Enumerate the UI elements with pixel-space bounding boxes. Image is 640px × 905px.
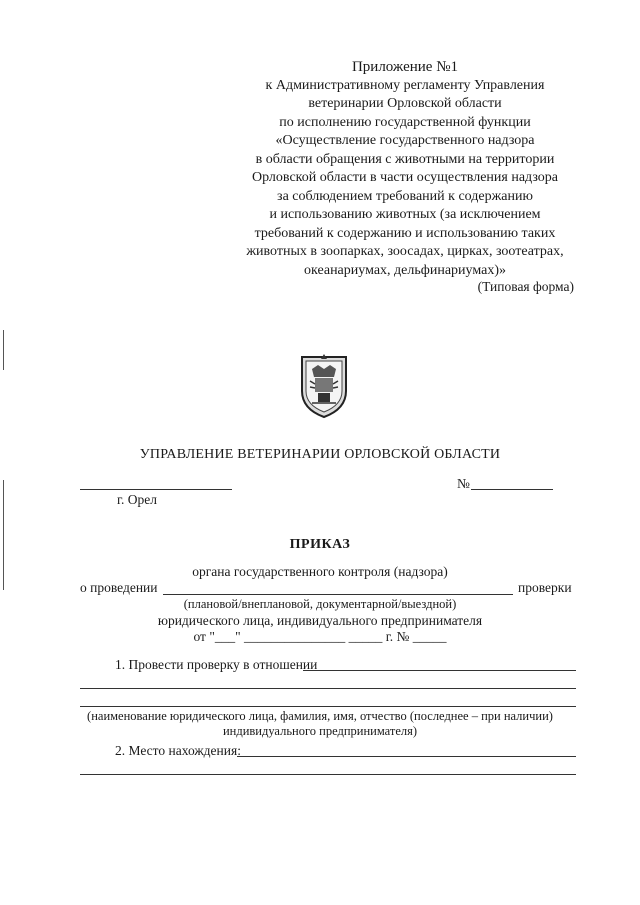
- item-1-field-line: [80, 706, 576, 707]
- appendix-line: требований к содержанию и использованию таких: [254, 225, 556, 241]
- appendix-line: животных в зоопарках, зоосадах, цирках, зоотеатрах,: [246, 244, 564, 259]
- appendix-line: Приложение №1: [351, 59, 459, 75]
- item-1-field-line: [80, 688, 576, 689]
- appendix-line: по исполнению государственной функции: [279, 114, 531, 130]
- appendix-line: «Осуществление государственного надзора: [275, 133, 535, 148]
- inspection-type-field-line: [163, 594, 513, 595]
- order-subtitle: органа государственного контроля (надзора): [192, 564, 448, 579]
- inspection-subject: юридического лица, индивидуального предпринимателя: [157, 613, 483, 628]
- name-hint-line: (наименование юридического лица, фамилия, имя, отчество (последнее – при наличии): [87, 709, 553, 723]
- appendix-line: в области обращения с животными на территории: [255, 151, 555, 167]
- city-label: г. Орел: [117, 492, 157, 507]
- appendix-line: к Административному регламенту Управления: [265, 77, 545, 93]
- item-2-label: 2. Место нахождения:: [115, 743, 241, 758]
- agency-name: УПРАВЛЕНИЕ ВЕТЕРИНАРИИ ОРЛОВСКОЙ ОБЛАСТИ: [139, 447, 501, 462]
- number-field-line: [471, 489, 553, 490]
- item-1-label: 1. Провести проверку в отношении: [115, 657, 318, 672]
- appendix-line: океанариумах, дельфинариумах)»: [304, 262, 506, 278]
- form-type-label: (Типовая форма): [477, 279, 574, 294]
- order-date-line: от "___" _______________ _____ г. № _____: [193, 629, 447, 644]
- item-2-field-line: [80, 774, 576, 775]
- appendix-line: за соблюдением требований к содержанию: [277, 188, 533, 204]
- appendix-line: и использованию животных (за исключением: [269, 207, 541, 222]
- order-title: ПРИКАЗ: [289, 537, 351, 552]
- item-2-field-line: [237, 756, 576, 757]
- scan-margin-mark: [3, 330, 4, 370]
- appendix-header: [232, 58, 578, 280]
- number-label: №: [457, 476, 470, 491]
- conduct-suffix: проверки: [518, 580, 572, 595]
- coat-of-arms-icon: [296, 351, 352, 419]
- appendix-line: ветеринарии Орловской области: [308, 96, 502, 111]
- appendix-line: Орловской области в части осуществления надзора: [252, 170, 558, 185]
- name-hint-line: индивидуального предпринимателя): [222, 724, 418, 738]
- conduct-prefix: о проведении: [80, 580, 158, 595]
- item-1-field-line: [303, 670, 576, 671]
- inspection-type-hint: (плановой/внеплановой, документарной/выездной): [183, 597, 457, 611]
- date-field-line: [80, 489, 232, 490]
